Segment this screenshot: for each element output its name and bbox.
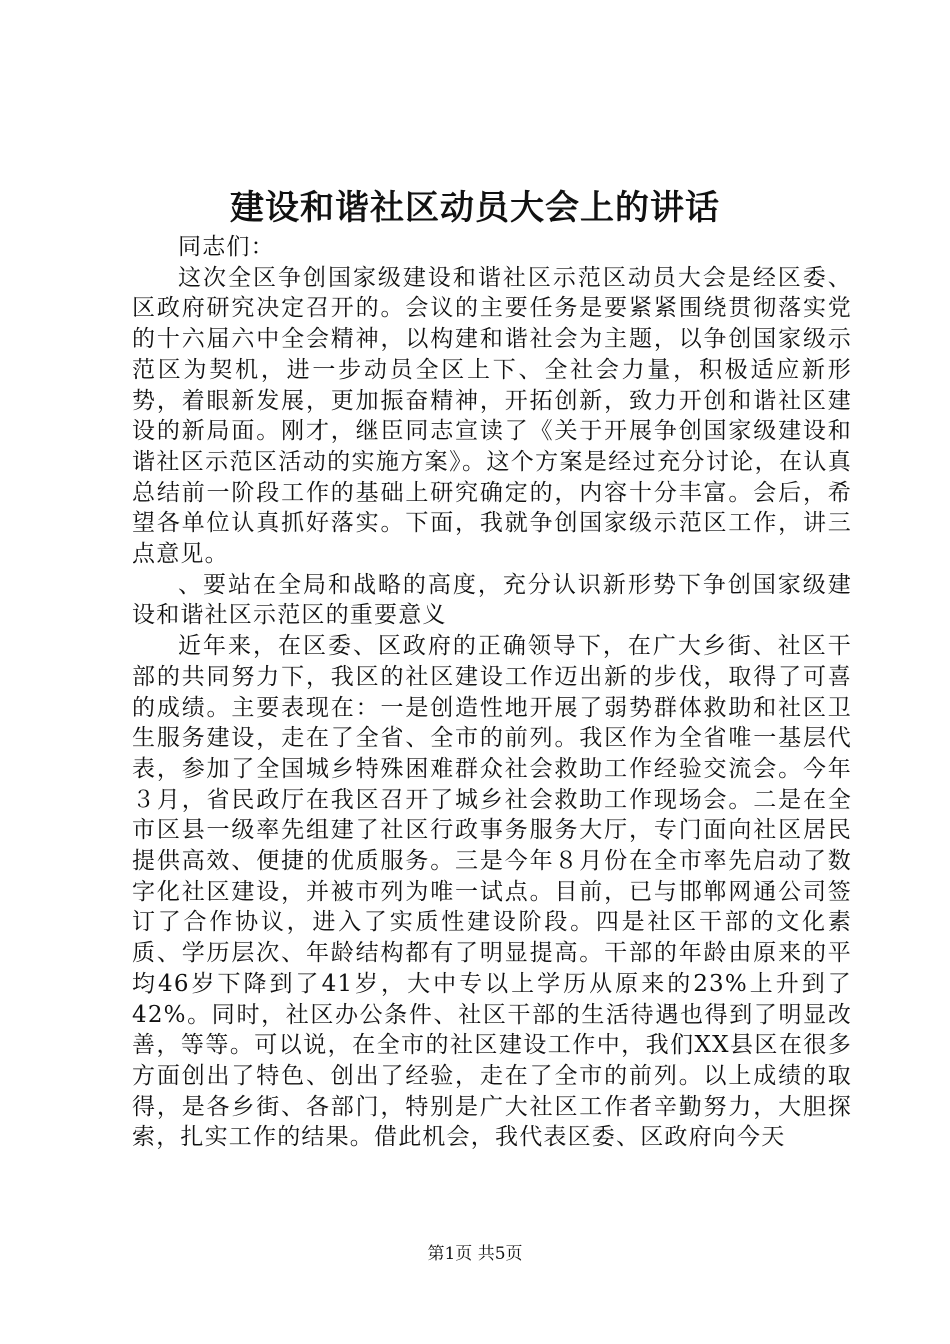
document-title: 建设和谐社区动员大会上的讲话 xyxy=(230,188,720,228)
salutation: 同志们： xyxy=(178,234,275,260)
page-footer: 第1页 共5页 xyxy=(427,1244,523,1264)
body-paragraph: 这次全区争创国家级建设和谐社区示范区动员大会是经区委、区政府研究决定召开的。会议的主要任务是要紧紧围绕贯彻落实党的十六届六中全会精神，以构建和谐社会为主题，以争创国家级示范区为契机，进一步动员全区上下、全社会力量，积极适应新形势，着眼新发展，更加振奋精神，开拓创新，致力开创和谐社区建设的新局面。刚才，继臣同志宣读了《关于开展争创国家级建设和谐社区示范区活动的实施方案》。这个方案是经过充分讨论，在认真总结前一阶段工作的基础上研究确定的，内容十分丰富。会后，希望各单位认真抓好落实。下面，我就争创国家级示范区工作，讲三点意见。 xyxy=(132,264,852,568)
section-heading: 、要站在全局和战略的高度，充分认识新形势下争创国家级建设和谐社区示范区的重要意义 xyxy=(132,571,852,629)
body-paragraph: 近年来，在区委、区政府的正确领导下，在广大乡街、社区干部的共同努力下，我区的社区建设工作迈出新的步伐，取得了可喜的成绩。主要表现在：一是创造性地开展了弱势群体救助和社区卫生服务建设，走在了全省、全市的前列。我区作为全省唯一基层代表，参加了全国城乡特殊困难群众社会救助工作经验交流会。今年３月，省民政厅在我区召开了城乡社会救助工作现场会。二是在全市区县一级率先组建了社区行政事务服务大厅，专门面向社区居民提供高效、便捷的优质服务。三是今年８月份在全市率先启动了数字化社区建设，并被市列为唯一试点。目前，已与邯郸网通公司签订了合作协议，进入了实质性建设阶段。四是社区干部的文化素质、学历层次、年龄结构都有了明显提高。干部的年龄由原来的平均46岁下降到了41岁，大中专以上学历从原来的23%上升到了42%。同时，社区办公条件、社区干部的生活待遇也得到了明显改善，等等。可以说，在全市的社区建设工作中，我们XX县区在很多方面创出了特色、创出了经验，走在了全市的前列。以上成绩的取得，是各乡街、各部门，特别是广大社区工作者辛勤努力，大胆探索，扎实工作的结果。借此机会，我代表区委、区政府向今天 xyxy=(132,633,852,1151)
document-body xyxy=(132,232,852,1153)
